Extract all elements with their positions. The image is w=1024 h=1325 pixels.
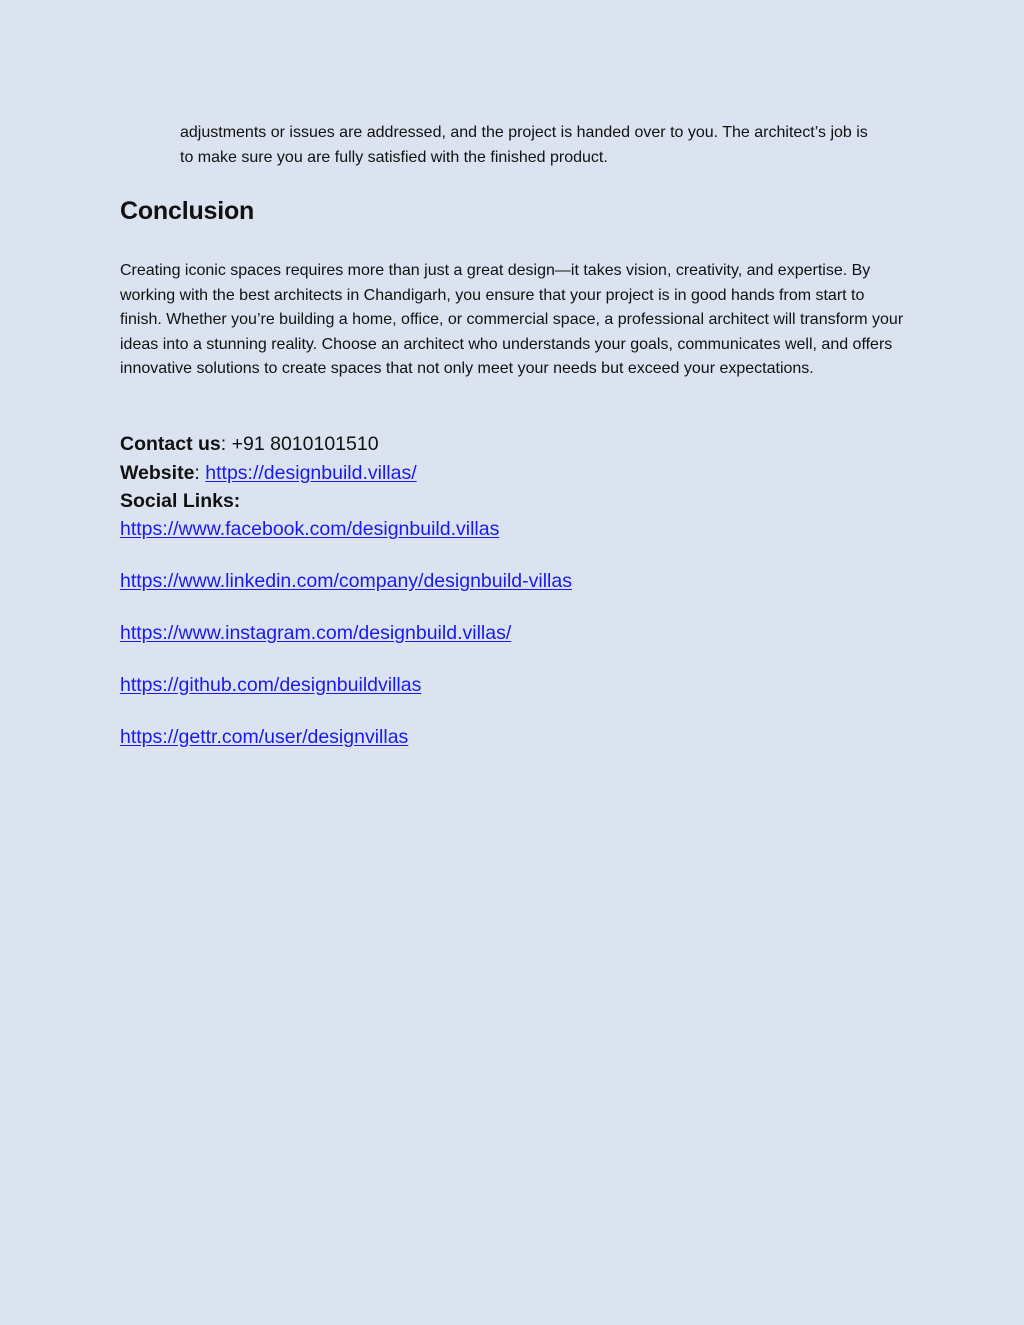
social-list-item (120, 722, 572, 752)
contact-phone: +91 8010101510 (231, 433, 379, 455)
facebook-link[interactable]: https://www.facebook.com/designbuild.villas (120, 518, 500, 540)
intro-paragraph: adjustments or issues are addressed, and the project is handed over to you. The architect’s job is to make sure you are fully satisfied with the finished product. (180, 124, 868, 166)
github-link[interactable]: https://github.com/designbuildvillas (120, 674, 422, 696)
gettr-link[interactable]: https://gettr.com/user/designvillas (120, 726, 409, 748)
instagram-link[interactable]: https://www.instagram.com/designbuild.villas/ (120, 622, 512, 644)
contact-label: Contact us (120, 433, 221, 455)
social-links-label: Social Links: (120, 490, 241, 512)
social-links-list (120, 514, 572, 774)
social-list-item (120, 618, 572, 648)
website-link[interactable]: https://designbuild.villas/ (205, 461, 417, 484)
contact-block (120, 430, 900, 516)
website-separator: : (194, 461, 206, 484)
conclusion-heading: Conclusion (120, 197, 255, 225)
website-row (120, 459, 900, 488)
social-list-item (120, 670, 572, 700)
linkedin-link[interactable]: https://www.linkedin.com/company/designbuild-villas (120, 570, 572, 592)
social-list-item (120, 514, 572, 544)
conclusion-paragraph: Creating iconic spaces requires more than just a great design—it takes vision, creativity, and expertise. By working with the best architects in Chandigarh, you ensure that your project is in good hands from start to finish. Whether you’re building a home, office, or commercial space, a professional architect will transform your ideas into a stunning reality. Choose an architect who understands your goals, communicates well, and offers innovative solutions to create spaces that not only meet your needs but exceed your expectations. (120, 262, 904, 377)
social-list-item (120, 566, 572, 596)
contact-row (120, 430, 900, 459)
contact-separator: : (220, 433, 232, 455)
website-label: Website (120, 461, 195, 484)
